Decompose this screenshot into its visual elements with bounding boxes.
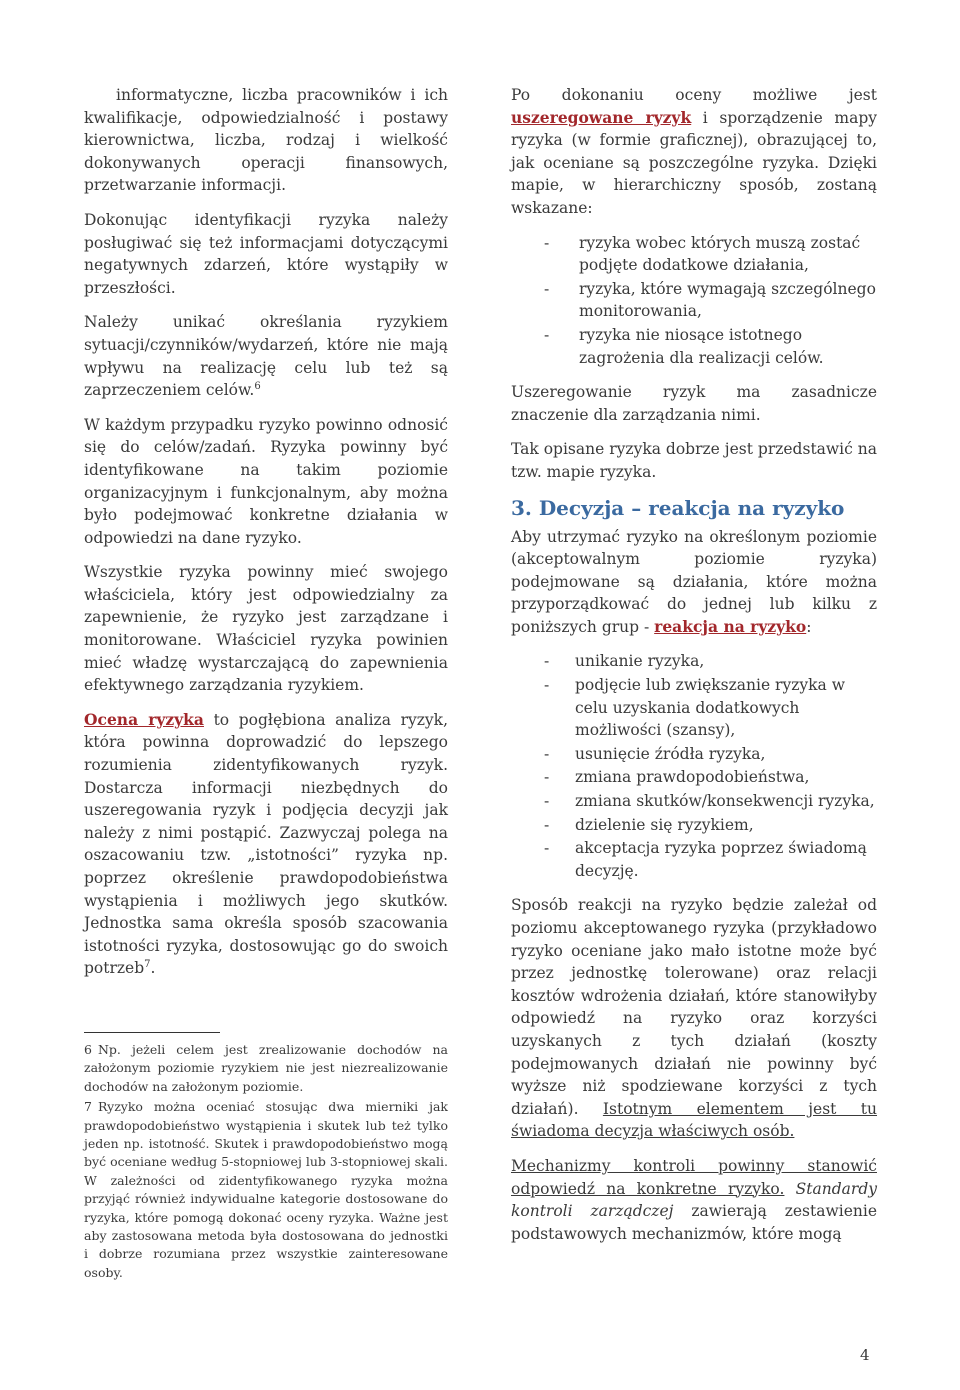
paragraph-text: i sporządzenie mapy ryzyka (w formie graficznej), obrazującej to, jak oceniane są poszczególne ryzyka. Dzięki mapie, w hierarchiczny sposób, zostaną wskazane: [511, 108, 877, 217]
underlined-text: Istotnym elementem jest tu świadoma decyzja właściwych osób. [511, 1099, 878, 1141]
list-item [511, 766, 877, 789]
paragraph-owner: Wszystkie ryzyka powinny mieć swojego właściciela, który jest odpowiedzialny za zapewnienie, że ryzyko jest zarządzane i monitorowane. Właściciel ryzyka powinien mieć władzę wystarczającą do zapewnienia efektywnego zarządzania ryzykiem. [84, 563, 448, 695]
risk-ranking-link[interactable]: uszeregowane ryzyk [511, 107, 692, 127]
list-item [511, 650, 877, 673]
footnote-ref-6[interactable]: 6 [254, 380, 261, 392]
list-item [511, 790, 877, 813]
list-item [511, 814, 877, 837]
paragraph-risk-assessment [84, 709, 448, 980]
list-item [511, 674, 877, 742]
risk-map-list [511, 232, 877, 370]
dash-bullet: - [544, 815, 550, 834]
list-item-text: podjęcie lub zwiększanie ryzyka w celu uzyskania dodatkowych możliwości (szansy), [575, 676, 845, 740]
list-item-text: dzielenie się ryzykiem, [575, 815, 754, 834]
footnote-number: 7 [84, 1099, 92, 1115]
paragraph-identification: Dokonując identyfikacji ryzyka należy posługiwać się też informacjami dotyczącymi negatywnych zdarzeń, które wystąpiły w przeszłości. [84, 210, 448, 297]
list-item-text: ryzyka, które wymagają szczególnego monitorowania, [579, 279, 876, 321]
paragraph-control-mechanisms [511, 1155, 877, 1245]
list-item-text: unikanie ryzyka, [575, 652, 705, 671]
paragraph-text: to pogłębiona analiza ryzyk, która powinna doprowadzić do lepszego rozumienia zidentyfikowanych ryzyk. Dostarcza informacji niezbędnych do uszeregowania ryzyk i podjęcia decyzji jak należy z nimi postąpić. Zazwyczaj polega na oszacowaniu tzw. „istotności” ryzyka np. poprzez określenie prawdopodobieństwa wystąpienia i możliwych jego skutków. Jednostka sama określa sposób szacowania istotności ryzyka, dostosowując go do swoich potrzeb [84, 710, 448, 978]
dash-bullet: - [544, 744, 550, 763]
list-item [511, 743, 877, 766]
underlined-text: Mechanizmy kontroli powinny stanowić odpowiedź na konkretne ryzyko. [511, 1156, 877, 1198]
footnote-separator [84, 1032, 220, 1033]
italic-text: Standardy kontroli zarządczej [511, 1179, 877, 1221]
footnote-ref-7[interactable]: 7 [144, 959, 151, 971]
list-item-text: ryzyka nie niosące istotnego zagrożenia dla realizacji celów. [579, 325, 824, 367]
paragraph-response-intro [511, 526, 877, 639]
paragraph-ranking-significance: Uszeregowanie ryzyk ma zasadnicze znaczenie dla zarządzania nimi. [511, 383, 877, 424]
paragraph-text: Po dokonaniu oceny możliwe jest [511, 86, 877, 104]
paragraph-avoid-definitions [84, 311, 448, 401]
footnote-7 [84, 1098, 448, 1282]
paragraph-text: zawierają zestawienie podstawowych mechanizmów, które mogą [511, 1202, 877, 1243]
dash-bullet: - [544, 768, 550, 787]
footnote-6 [84, 1041, 448, 1096]
left-column [84, 84, 448, 1284]
paragraph-objectives: W każdym przypadku ryzyko powinno odnosić się do celów/zadań. Ryzyka powinny być identyfikowane na takim poziomie organizacyjnym i funkcjonalnym, aby można było podejmować konkretne działania w odpowiedzi na dane ryzyko. [84, 415, 448, 547]
list-item [511, 837, 877, 882]
paragraph-continuation: informatyczne, liczba pracowników i ich kwalifikacje, odpowiedzialność i postawy kierownictwa, liczba, rodzaj i wielkość dokonywanych operacji finansowych, przetwarzanie informacji. [84, 86, 448, 195]
list-item-text: usunięcie źródła ryzyka, [575, 744, 766, 763]
paragraph-text: Należy unikać określania ryzykiem sytuacji/czynników/wydarzeń, które nie mają wpływu na realizację celu lub też są zaprzeczeniem celów. [84, 313, 448, 400]
response-list [511, 650, 877, 882]
risk-assessment-link[interactable]: Ocena ryzyka [84, 709, 204, 729]
dash-bullet: - [544, 325, 550, 344]
right-column [511, 84, 877, 1257]
list-item-text: ryzyka wobec których muszą zostać podjęte dodatkowe działania, [579, 233, 861, 275]
paragraph-end: . [150, 959, 156, 978]
paragraph-text: Sposób reakcji na ryzyko będzie zależał od poziomu akceptowanego ryzyka (przykładowo ryzyko oceniane jako mało istotne może być przez jednostkę tolerowane) oraz relacji kosztów wdrożenia działań, które stanowiłyby odpowiedź na ryzyko oraz korzyści uzyskanych z tych działań (koszty podejmowanych działań nie powinny być wyższe niż spodziewane korzyści z tych działań). [511, 896, 877, 1118]
footnote-number: 6 [84, 1041, 92, 1057]
paragraph-text: : [806, 617, 812, 636]
space [784, 1180, 795, 1198]
dash-bullet: - [544, 652, 550, 671]
paragraph-risk-map: Tak opisane ryzyka dobrze jest przedstawić na tzw. mapie ryzyka. [511, 440, 877, 481]
dash-bullet: - [544, 839, 550, 858]
list-item [511, 232, 877, 277]
list-item-text: akceptacja ryzyka poprzez świadomą decyzję. [575, 839, 867, 880]
list-item-text: zmiana skutków/konsekwencji ryzyka, [575, 792, 875, 811]
paragraph-response-method [511, 894, 877, 1143]
dash-bullet: - [544, 792, 550, 811]
dash-bullet: - [544, 233, 550, 252]
list-item [511, 324, 877, 369]
dash-bullet: - [544, 279, 550, 298]
risk-response-link[interactable]: reakcja na ryzyko [654, 616, 807, 636]
footnote-text: Np. jeżeli celem jest zrealizowanie dochodów na założonym poziomie ryzykiem nie jest niezrealizowanie dochodów na założonym poziomie. [84, 1041, 448, 1094]
page-number: 4 [860, 1346, 870, 1364]
footnote-text: Ryzyko można oceniać stosując dwa mierniki jak prawdopodobieństwo wystąpienia i skutek lub też tylko jeden np. istotność. Skutek i prawdopodobieństwo mogą być oceniane według 5-stopniowej lub 3-stopniowej skali. W zależności od zidentyfikowanego ryzyka można przyjąć również indywidualne kategorie dostosowane do ryzyka, które pomogą dokonać oceny ryzyka. Ważne jest aby zastosowana metoda była dostosowana do jednostki i dobrze rozumiana przez wszystkie zainteresowane osoby. [84, 1099, 448, 1280]
list-item [511, 278, 877, 323]
paragraph-text: Aby utrzymać ryzyko na określonym poziomie (akceptowalnym poziomie ryzyka) podejmowane są działania, które można przyporządkować do jednej lub kilku z poniższych grup - [511, 527, 877, 636]
dash-bullet: - [544, 676, 550, 695]
list-item-text: zmiana prawdopodobieństwa, [575, 768, 810, 787]
section-heading: 3. Decyzja – reakcja na ryzyko [511, 495, 845, 520]
paragraph-ranking [511, 84, 877, 220]
